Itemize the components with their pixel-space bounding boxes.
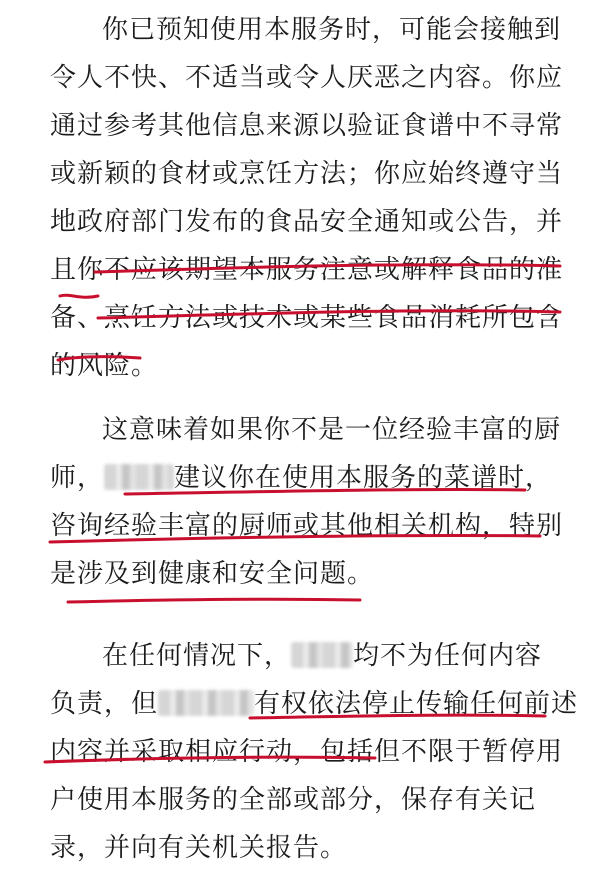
text-line: 备、烹饪方法或技术或某些食品消耗所包含 <box>50 303 564 333</box>
text-fragment: 建议你在使用本服务的菜谱时， <box>174 463 553 493</box>
text-fragment: 均不为任何内容 <box>353 641 543 671</box>
text-fragment: 负责，但 <box>50 689 159 719</box>
paragraph-liability <box>50 634 579 874</box>
text-line: 这意味着如果你不是一位经验丰富的厨 <box>102 415 562 445</box>
text-line: 令人不快、不适当或令人厌恶之内容。你应 <box>50 63 564 93</box>
text-line <box>50 634 560 682</box>
text-line: 户使用本服务的全部或部分，保存有关记 <box>50 785 537 815</box>
text-line: 或新颖的食材或烹饪方法；你应始终遵守当 <box>50 159 564 189</box>
redacted-text <box>291 642 353 668</box>
text-line: 内容并采取相应行动，包括但不限于暂停用 <box>50 737 564 767</box>
text-line <box>50 682 579 730</box>
text-fragment: 师， <box>50 463 105 493</box>
text-line <box>50 456 560 504</box>
text-line: 是涉及到健康和安全问题。 <box>50 559 375 589</box>
redacted-text <box>158 690 254 716</box>
text-line: 地政府部门发布的食品安全通知或公告，并 <box>50 207 564 237</box>
text-line: 的风险。 <box>50 351 159 381</box>
text-line: 你已预知使用本服务时，可能会接触到 <box>102 15 562 45</box>
text-line: 通过参考其他信息来源以验证食谱中不寻常 <box>50 111 564 141</box>
paragraph-disclaimer <box>50 8 564 392</box>
text-fragment: 在任何情况下， <box>102 641 292 671</box>
text-fragment: 有权依法停止传输任何前述 <box>254 689 579 719</box>
paragraph-chef-advice <box>50 408 564 600</box>
text-line: 录，并向有关机关报告。 <box>50 833 348 863</box>
redacted-text <box>104 464 174 490</box>
text-line: 咨询经验丰富的厨师或其他相关机构，特别 <box>50 511 564 541</box>
text-line: 且你不应该期望本服务注意或解释食品的准 <box>50 255 564 285</box>
